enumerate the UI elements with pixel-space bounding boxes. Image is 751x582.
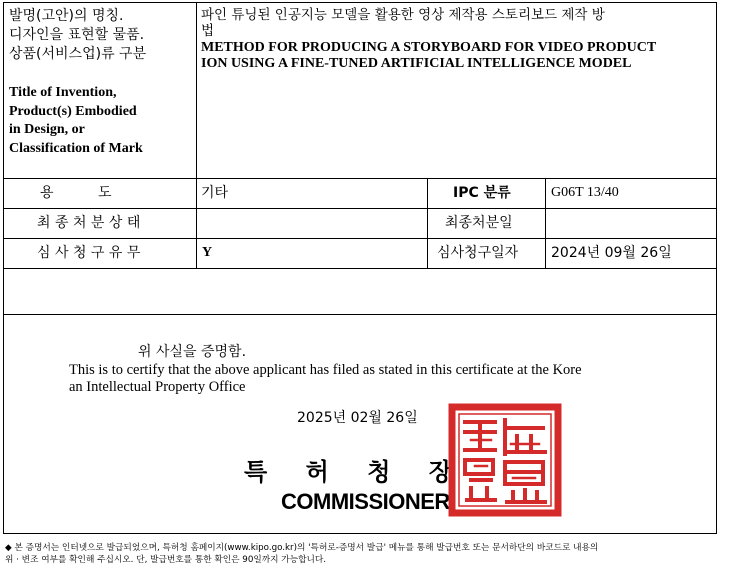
- certify-en-line: This is to certify that the above applicant has filed as stated in this certificate at the Kore: [69, 362, 582, 378]
- title-label-en: [9, 84, 143, 158]
- title-label-ko: [9, 7, 146, 64]
- footer-note-line: ◆ 본 증명서는 인터넷으로 발급되었으며, 특허청 홈페이지(www.kipo.go.kr)의 '특허로-증명서 발급' 메뉴를 통해 발급번호 또는 문서하단의 바코드로 내용의: [5, 543, 599, 553]
- certify-date: 2025년 02월 26일: [297, 410, 418, 426]
- title-label-en-line: in Design, or: [9, 122, 85, 137]
- title-label-ko-line: 발명(고안)의 명칭.: [9, 8, 124, 24]
- title-value-en: [201, 40, 656, 72]
- exam-request-label: 심 사 청 구 유 무: [37, 245, 141, 261]
- official-seal-graphic: [447, 402, 563, 518]
- use-value: 기타: [201, 185, 229, 201]
- title-value-en-line: METHOD FOR PRODUCING A STORYBOARD FOR VIDEO PRODUCT: [201, 40, 657, 55]
- certify-ko: 위 사실을 증명함.: [138, 344, 247, 360]
- title-label-en-line: Title of Invention,: [9, 85, 117, 100]
- footer-note: [5, 542, 598, 566]
- exam-request-value: Y: [202, 245, 213, 260]
- certify-en-line: an Intellectual Property Office: [69, 379, 246, 395]
- final-date-label: 최종처분일: [445, 215, 513, 231]
- title-label-en-line: Classification of Mark: [9, 140, 143, 156]
- authority-en: COMMISSIONER: [281, 489, 450, 514]
- final-status-label: 최 종 처 분 상 태: [37, 215, 141, 231]
- title-value-ko: [201, 7, 605, 39]
- title-value-ko-line: 법: [201, 23, 215, 39]
- exam-date-value: 2024년 09월 26일: [551, 245, 672, 261]
- ipc-label: IPC 분류: [453, 185, 511, 201]
- title-label-ko-line: 디자인을 표현할 물품.: [9, 27, 145, 43]
- authority-ko: 특 허 청 장: [244, 458, 454, 486]
- title-value-ko-line: 파인 튜닝된 인공지능 모델을 활용한 영상 제작용 스토리보드 제작 방: [201, 7, 605, 23]
- ipc-value: G06T 13/40: [551, 185, 619, 200]
- title-label-ko-line: 상품(서비스업)류 구분: [9, 46, 147, 62]
- certify-en: [69, 362, 582, 396]
- use-label: 용 도: [40, 185, 112, 201]
- footer-note-line: 위 · 변조 여부를 확인해 주십시오. 단, 발급번호를 통한 확인은 90일까지 가능합니다.: [5, 555, 327, 565]
- title-value-en-line: ION USING A FINE-TUNED ARTIFICIAL INTELLIGENCE MODEL: [201, 56, 632, 71]
- official-seal-icon: [447, 402, 563, 518]
- exam-date-label: 심사청구일자: [437, 245, 519, 261]
- title-label-en-line: Product(s) Embodied: [9, 103, 137, 119]
